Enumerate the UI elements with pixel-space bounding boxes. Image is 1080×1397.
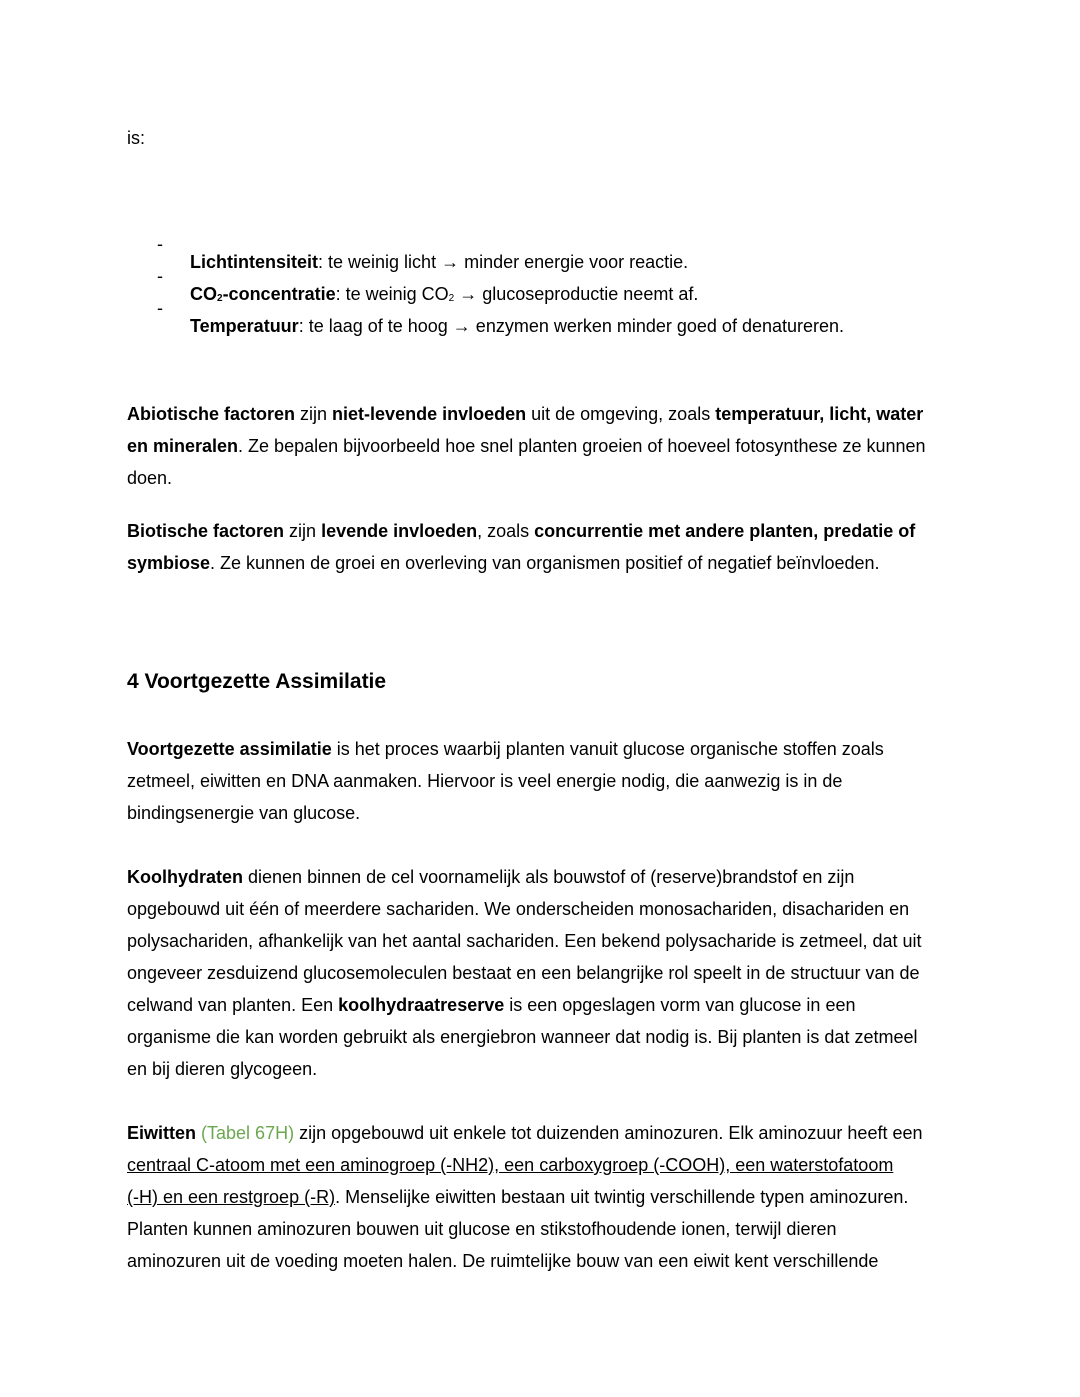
bullet-marker: - — [157, 266, 163, 286]
table-reference: (Tabel 67H) — [201, 1123, 295, 1143]
intro-text: is: — [127, 128, 145, 148]
bullet-marker: - — [157, 234, 163, 254]
section-heading: 4 Voortgezette Assimilatie — [127, 670, 387, 693]
bullet-marker: - — [157, 298, 163, 318]
list-item: Lichtintensiteit: te weinig licht → minder energie voor reactie. — [190, 252, 689, 272]
list-item: $CO_2$-concentratie: te weinig $CO_2$ → glucoseproductie neemt af. — [190, 284, 699, 304]
list-item: Temperatuur: te laag of te hoog → enzymen werken minder goed of denatureren. — [190, 316, 845, 336]
